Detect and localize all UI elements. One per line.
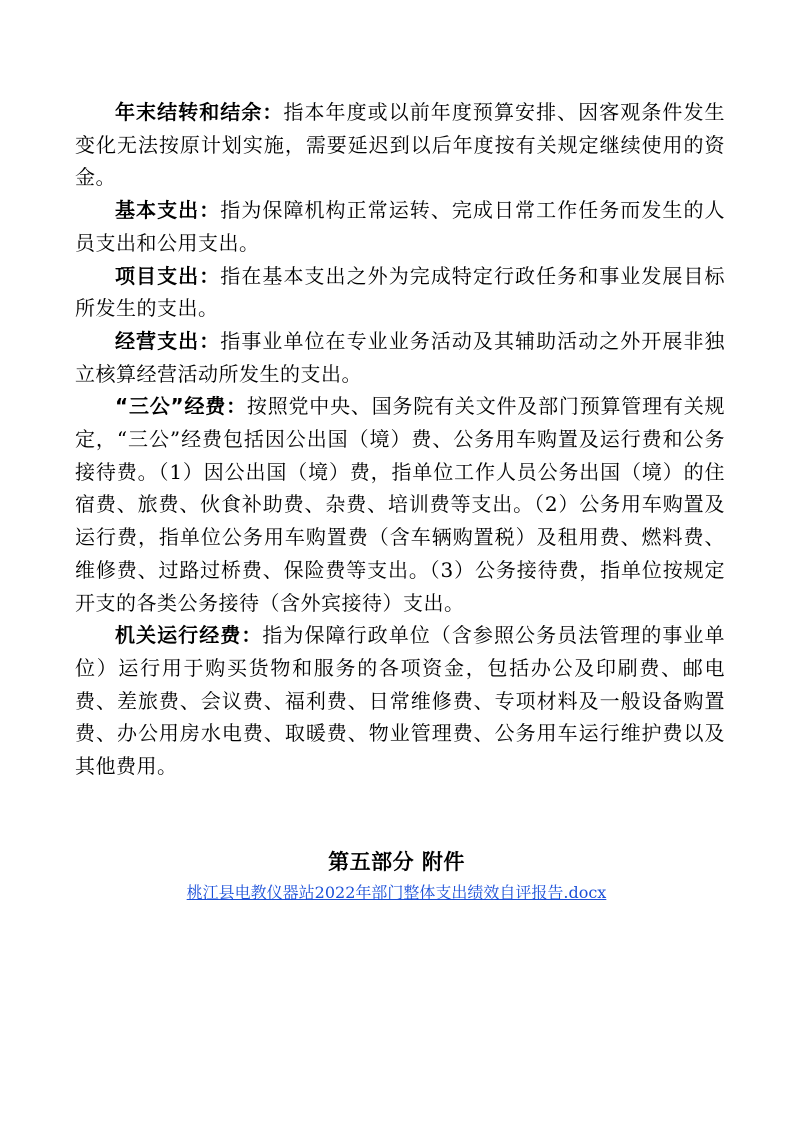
paragraph-operating-funds (75, 619, 725, 783)
term-label: “三公”经费： (115, 394, 247, 419)
paragraph-operating-expenditure (75, 325, 725, 390)
attachment-link[interactable]: 桃江县电教仪器站2022年部门整体支出绩效自评报告.docx (186, 883, 607, 902)
term-definition: 指在基本支出之外为完成特定行政任务和事业发展目标所发生的支出。 (75, 263, 726, 321)
glossary-body (75, 96, 725, 783)
term-definition: 指为保障机构正常运转、完成日常工作任务而发生的人员支出和公用支出。 (75, 198, 726, 255)
term-definition: 指事业单位在专业业务活动及其辅助活动之外开展非独立核算经营活动所发生的支出。 (75, 328, 726, 386)
term-definition: 按照党中央、国务院有关文件及部门预算管理有关规定，“三公”经费包括因公出国（境）费、公务用车购置及运行费和公务接待费。（1）因公出国（境）费，指单位工作人员公务出国（境）的住宿费、旅费、伙食补助费、杂费、培训费等支出。（2）公务用车购置及运行费，指单位公务用车购置费（含车辆购置税）及租用费、燃料费、维修费、过路过桥费、保险费等支出。（3）公务接待费，指单位按规定开支的各类公务接待（含外宾接待）支出。 (75, 394, 725, 615)
paragraph-year-end-balance (75, 96, 725, 194)
term-label: 年末结转和结余： (115, 100, 284, 124)
section-title: 第五部分 附件 (328, 850, 465, 874)
term-label: 基本支出： (115, 198, 221, 223)
term-definition: 指本年度或以前年度预算安排、因客观条件发生变化无法按原计划实施，需要延迟到以后年度按有关规定继续使用的资金。 (75, 100, 726, 190)
paragraph-three-public-funds (75, 390, 725, 619)
paragraph-basic-expenditure (75, 194, 725, 259)
term-label: 项目支出： (115, 263, 221, 288)
term-definition: 指为保障行政单位（含参照公务员法管理的事业单位）运行用于购买货物和服务的各项资金，包括办公及印刷费、邮电费、差旅费、会议费、福利费、日常维修费、专项材料及一般设备购置费、办公用房水电费、取暖费、物业管理费、公务用车运行维护费以及其他费用。 (75, 623, 725, 779)
term-label: 经营支出： (115, 328, 221, 353)
paragraph-project-expenditure (75, 260, 725, 325)
term-label: 机关运行经费： (115, 623, 263, 648)
